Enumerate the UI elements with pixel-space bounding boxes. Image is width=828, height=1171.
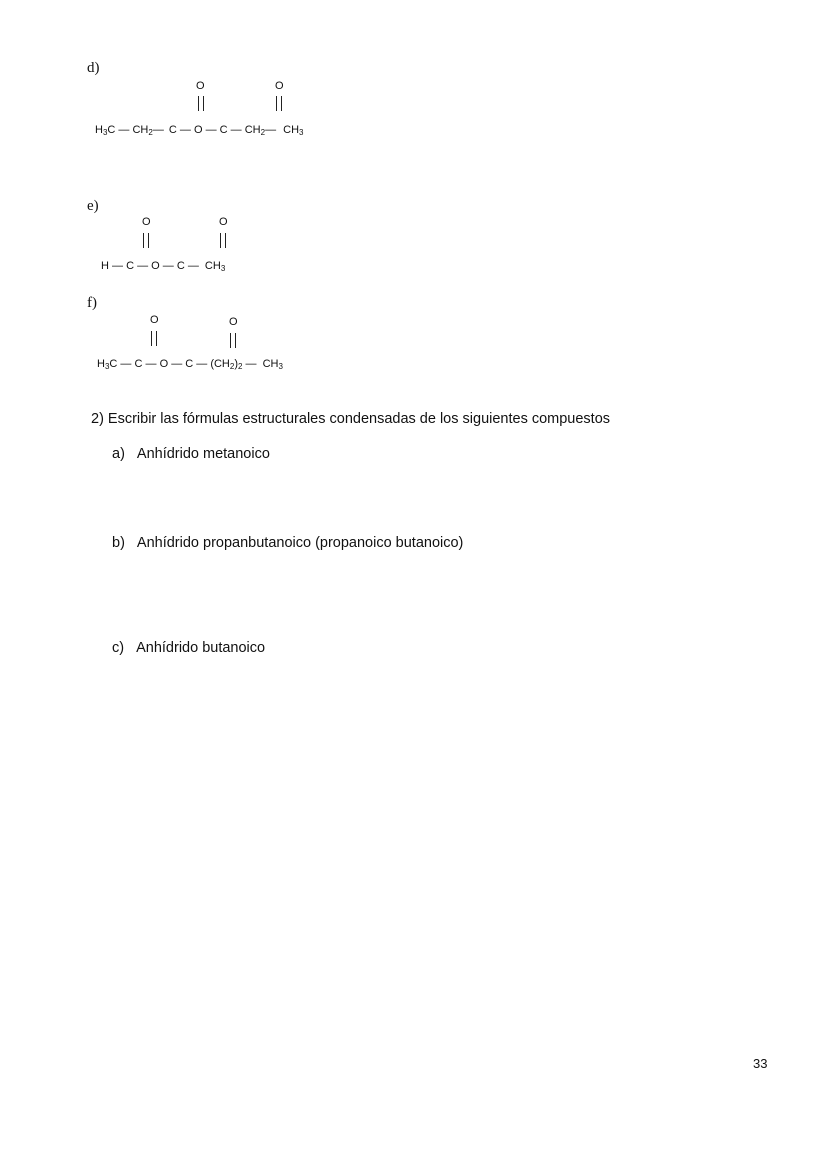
double-bond xyxy=(220,233,226,248)
carbonyl-oxygen: O xyxy=(142,216,151,228)
double-bond xyxy=(198,96,204,111)
chain-formula: $H_3C$ — $CH_2—$ C — O — C — $CH_2—$ $CH_3$ xyxy=(95,124,304,137)
carbonyl-oxygen: O xyxy=(275,80,284,92)
chain-formula: $H_3C$ — C — O — C — $(CH_2)_2$ — $CH_3$ xyxy=(97,358,283,371)
double-bond xyxy=(230,333,236,348)
double-bond xyxy=(151,331,157,346)
exercise-label-d: d) xyxy=(87,60,100,76)
exercise-label-e: e) xyxy=(87,198,99,214)
item-text: Anhídrido propanbutanoico (propanoico butanoico) xyxy=(136,535,464,551)
carbonyl-oxygen: O xyxy=(196,80,205,92)
item-letter: c) xyxy=(112,640,125,656)
carbonyl-oxygen: O xyxy=(219,216,228,228)
page-number: 33 xyxy=(753,1056,768,1071)
question-item-b xyxy=(112,535,463,551)
chain-formula: H — C — O — C — $CH_3$ xyxy=(101,260,226,273)
item-text: Anhídrido butanoico xyxy=(136,640,266,656)
double-bond xyxy=(143,233,149,248)
item-text: Anhídrido metanoico xyxy=(136,446,270,462)
carbonyl-oxygen: O xyxy=(229,316,238,328)
question-item-c xyxy=(112,640,265,656)
item-letter: a) xyxy=(112,446,125,462)
question-2-title: 2) Escribir las fórmulas estructurales condensadas de los siguientes compuestos xyxy=(91,411,611,427)
double-bond xyxy=(276,96,282,111)
carbonyl-oxygen: O xyxy=(150,314,159,326)
exercise-label-f: f) xyxy=(87,295,97,311)
item-letter: b) xyxy=(112,535,125,551)
question-item-a xyxy=(112,446,270,462)
